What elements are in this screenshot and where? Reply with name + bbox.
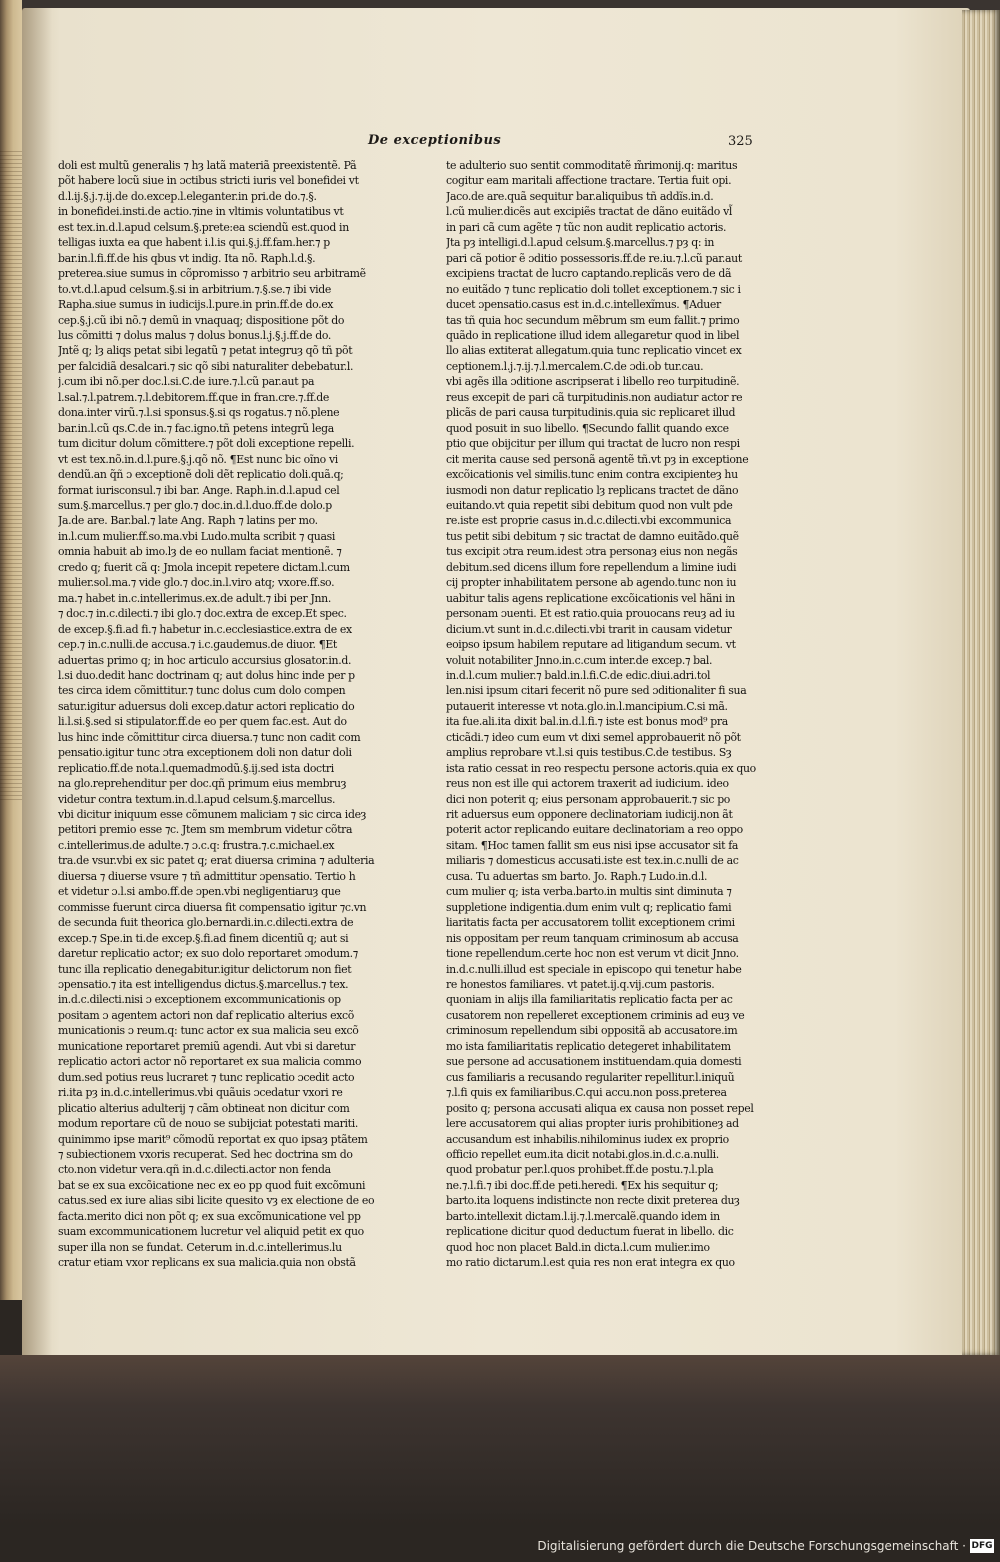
text-line: commisse fuerunt circa diuersa fit compensatio igitur ⁊c.vn bbox=[58, 900, 367, 914]
right-page-stack bbox=[962, 10, 1000, 1355]
text-line: catus.sed ex iure alias sibi licite quesito vȝ ex electione de eo bbox=[58, 1194, 375, 1208]
text-line: eoipso ipsum habilem reputare ad litigandum secum. vt bbox=[446, 638, 736, 652]
text-line: est tex.in.d.l.apud celsum.§.prete:ea sciendũ est.quod in bbox=[58, 220, 349, 234]
spine-shadow bbox=[22, 8, 52, 1358]
text-line: sue persone ad accusationem instituendam.quia domesti bbox=[446, 1055, 742, 1069]
text-line: tas tñ quia hoc secundum mẽbrum sm eum fallit.⁊ primo bbox=[446, 313, 740, 327]
text-line: omnia habuit ab imo.lȝ de eo nullam faciat mentionẽ. ⁊ bbox=[58, 545, 342, 559]
text-line: ne.⁊.l.fi.⁊ ibi doc.ff.de peti.heredi. ¶Ex his sequitur q; bbox=[446, 1178, 719, 1192]
folio-number: 325 bbox=[728, 134, 753, 149]
text-line: cus familiaris a recusando regulariter repellitur.l.iniquũ bbox=[446, 1070, 735, 1084]
text-line: in.d.c.dilecti.nisi ɔ exceptionem excommunicationis op bbox=[58, 993, 341, 1007]
text-line: lus hinc inde cõmittitur circa diuersa.⁊ tunc non cadit com bbox=[58, 730, 361, 744]
text-line: in.l.cum mulier.ff.so.ma.vbi Ludo.multa scribit ⁊ quasi bbox=[58, 529, 335, 543]
text-line: cij propter inhabilitatem persone ab agendo.tunc non iu bbox=[446, 576, 737, 590]
text-line: in bonefidei.insti.de actio.⁊ine in vltimis voluntatibus vt bbox=[58, 205, 344, 219]
text-line: ma.⁊ habet in.c.intellerimus.ex.de adult.⁊ ibi per Jnn. bbox=[58, 591, 331, 605]
text-line: plicatio alterius adulterij ⁊ cãm obtineat non dicitur com bbox=[58, 1101, 350, 1115]
text-line: plicãs de pari causa turpitudinis.quia sic replicaret illud bbox=[446, 406, 736, 420]
text-line: liaritatis facta per accusatorem tollit exceptionem crimi bbox=[446, 916, 735, 930]
text-line: na glo.reprehenditur per doc.qñ primum eius membruȝ bbox=[58, 777, 347, 791]
text-line: tes circa idem cõmittitur.⁊ tunc dolus cum dolo compen bbox=[58, 684, 346, 698]
text-line: rit aduersus eum opponere declinatoriam iudicij.non ãt bbox=[446, 808, 733, 822]
text-line: municationis ɔ reum.q: tunc actor ex sua malicia seu excõ bbox=[58, 1024, 359, 1038]
text-line: cum mulier q; ista verba.barto.in multis sint diminuta ⁊ bbox=[446, 885, 732, 899]
text-line: cratur etiam vxor replicans ex sua malicia.quia non obstã bbox=[58, 1256, 356, 1270]
text-line: põt habere locũ siue in ɔctibus stricti iuris vel bonefidei vt bbox=[58, 174, 359, 188]
text-line: de secunda fuit theorica glo.bernardi.in.c.dilecti.extra de bbox=[58, 916, 354, 930]
text-line: miliaris ⁊ domesticus accusati.iste est tex.in.c.nulli de ac bbox=[446, 854, 739, 868]
text-line: nis oppositam per reum tanquam criminosum ab accusa bbox=[446, 931, 739, 945]
text-line: accusandum est inhabilis.nihilominus iudex ex proprio bbox=[446, 1132, 729, 1146]
text-line: quãdo in replicatione illud idem allegaretur quod in libel bbox=[446, 328, 740, 342]
text-line: poterit actor replicando euitare declinatoriam a reo oppo bbox=[446, 823, 743, 837]
text-line: credo q; fuerit cã q: Jmola incepit repetere dictam.l.cum bbox=[58, 560, 350, 574]
text-line: reus non est ille qui actorem traxerit ad iudicium. ideo bbox=[446, 777, 729, 791]
text-line: cep.§.j.cũ ibi nõ.⁊ demũ in vnaquaq; dispositione põt do bbox=[58, 313, 345, 327]
text-line: l.sal.⁊.l.patrem.⁊.l.debitorem.ff.que in fran.cre.⁊.ff.de bbox=[58, 390, 330, 404]
text-line: tus petit sibi debitum ⁊ sic tractat de damno euitãdo.quẽ bbox=[446, 529, 739, 543]
text-line: suppletione indigentia.dum enim vult q; replicatio fami bbox=[446, 900, 732, 914]
text-line: cogitur eam maritali affectione tractare. Tertia fuit opi. bbox=[446, 174, 732, 188]
text-line: modum reportare cũ de nouo se subijciat potestati mariti. bbox=[58, 1117, 358, 1131]
text-line: mulier.sol.ma.⁊ vide glo.⁊ doc.in.l.viro atq; vxore.ff.so. bbox=[58, 576, 335, 590]
right-text-column bbox=[446, 158, 782, 1271]
text-line: li.l.si.§.sed si stipulator.ff.de eo per quem fac.est. Aut do bbox=[58, 715, 347, 729]
text-line: vt est tex.nõ.in.d.l.pure.§.j.qõ nõ. ¶Est nunc bic oĩno vi bbox=[58, 452, 338, 466]
text-line: tum dicitur dolum cõmittere.⁊ põt doli exceptione repelli. bbox=[58, 437, 355, 451]
text-line: dum.sed potius reus lucraret ⁊ tunc replicatio ɔcedit acto bbox=[58, 1070, 355, 1084]
text-line: replicatio.ff.de nota.l.quemadmodũ.§.ij.sed ista doctri bbox=[58, 761, 334, 775]
text-line: in pari cã cum agẽte ⁊ tũc non audit replicatio actoris. bbox=[446, 220, 727, 234]
text-line: quod posuit in suo libello. ¶Secundo fallit quando exce bbox=[446, 421, 729, 435]
text-line: Rapha.siue sumus in iudicijs.l.pure.in prin.ff.de do.ex bbox=[58, 298, 334, 312]
text-line: dona.inter virũ.⁊.l.si sponsus.§.si qs rogatus.⁊ nõ.plene bbox=[58, 406, 340, 420]
text-line: barto.intellexit dictam.l.ij.⁊.l.mercalẽ.quando idem in bbox=[446, 1209, 720, 1223]
text-line: ⁊ doc.⁊ in.c.dilecti.⁊ ibi glo.⁊ doc.extra de excep.Et spec. bbox=[58, 607, 347, 621]
text-line: re.iste est proprie casus in.d.c.dilecti.vbi excommunica bbox=[446, 514, 732, 528]
text-line: ⁊.l.fi quis ex familiaribus.C.qui accu.non poss.preterea bbox=[446, 1086, 727, 1100]
text-line: len.nisi ipsum citari fecerit nõ pure sed ɔditionaliter fi sua bbox=[446, 684, 747, 698]
text-line: quinimmo ipse marit⁹ cõmodũ reportat ex quo ipsaȝ ptãtem bbox=[58, 1132, 368, 1146]
text-line: tione repellendum.certe hoc non est verum vt dicit Jnno. bbox=[446, 947, 739, 961]
digitization-footer bbox=[0, 1532, 1000, 1562]
text-line: in.d.l.cum mulier.⁊ bald.in.l.fi.C.de edic.diui.adri.tol bbox=[446, 668, 711, 682]
text-line: bar.in.l.fi.ff.de his qbus vt indig. Ita nõ. Raph.l.d.§. bbox=[58, 251, 316, 265]
text-line: cto.non videtur vera.qñ in.d.c.dilecti.actor non fenda bbox=[58, 1163, 331, 1177]
text-line: telligas iuxta ea que habent i.l.is qui.§.j.ff.fam.her.⁊ p bbox=[58, 236, 330, 250]
text-line: mo ista familiaritatis replicatio detegeret inhabilitatem bbox=[446, 1039, 731, 1053]
text-line: municatione reportaret premiũ agendi. Aut vbi si daretur bbox=[58, 1039, 356, 1053]
text-line: quod probatur per.l.quos prohibet.ff.de postu.⁊.l.pla bbox=[446, 1163, 714, 1177]
left-text-column bbox=[58, 158, 394, 1271]
text-line: vbi dicitur iniquum esse cõmunem maliciam ⁊ sic circa ideȝ bbox=[58, 808, 366, 822]
text-line: euitando.vt quia repetit sibi debitum quod non vult pde bbox=[446, 498, 733, 512]
text-line: Jaco.de are.quã sequitur bar.aliquibus tñ addĩs.in.d. bbox=[446, 189, 714, 203]
left-page-stack bbox=[0, 150, 22, 800]
text-line: vbi agẽs illa ɔditione ascripserat i libello reo turpitudinẽ. bbox=[446, 375, 740, 389]
text-line: tus excipit ɔtra reum.idest ɔtra personaȝ eius non negãs bbox=[446, 545, 738, 559]
text-line: criminosum repellendum sibi oppositã ab accusatore.im bbox=[446, 1024, 738, 1038]
text-line: Jntẽ q; lȝ aliqs petat sibi legatũ ⁊ petat integruȝ qõ tñ põt bbox=[58, 344, 353, 358]
text-line: bar.in.l.cũ qs.C.de in.⁊ fac.igno.tñ petens integrũ lega bbox=[58, 421, 334, 435]
text-line: ⁊ subiectionem vxoris recuperat. Sed hec doctrina sm do bbox=[58, 1148, 353, 1161]
text-line: cep.⁊ in.c.nulli.de accusa.⁊ i.c.gaudemus.de diuor. ¶Et bbox=[58, 638, 337, 652]
text-line: replicatione dicitur quod deductum fuerat in libello. dic bbox=[446, 1225, 734, 1239]
text-line: daretur replicatio actor; ex suo dolo reportaret ɔmodum.⁊ bbox=[58, 947, 358, 961]
text-line: preterea.siue sumus in cõpromisso ⁊ arbitrio seu arbitramẽ bbox=[58, 267, 366, 281]
text-line: quod hoc non placet Bald.in dicta.l.cum mulier.imo bbox=[446, 1240, 710, 1254]
text-line: uabitur talis agens replicatione excõicationis vel hãni in bbox=[446, 591, 735, 605]
running-head: De exceptionibus bbox=[368, 133, 502, 148]
text-line: dendũ.an q̃ñ ɔ exceptionẽ doli dẽt replicatio doli.quã.q; bbox=[58, 468, 344, 482]
scan-bottom-background bbox=[0, 1355, 1000, 1525]
text-line: in.d.c.nulli.illud est speciale in episcopo qui tenetur habe bbox=[446, 962, 742, 976]
text-line: suam excommunicationem lucretur vel aliquid petit ex quo bbox=[58, 1225, 364, 1239]
text-line: ducet ɔpensatio.casus est in.d.c.intellexĩmus. ¶Aduer bbox=[446, 298, 721, 312]
text-line: dici non poterit q; eius personam approbauerit.⁊ sic po bbox=[446, 792, 731, 806]
text-line: posito q; persona accusati aliqua ex causa non posset repel bbox=[446, 1101, 754, 1115]
text-line: positam ɔ agentem actori non daf replicatio alterius excõ bbox=[58, 1008, 354, 1022]
dfg-logo: DFG bbox=[971, 1541, 993, 1551]
text-line: pensatio.igitur tunc ɔtra exceptionem doli non datur doli bbox=[58, 746, 352, 760]
text-line: c.intellerimus.de adulte.⁊ ɔ.c.q: frustra.⁊.c.michael.ex bbox=[58, 838, 335, 852]
text-line: cusatorem non repelleret exceptionem criminis ad euȝ ve bbox=[446, 1008, 745, 1022]
text-line: ita fue.ali.ita dixit bal.in.d.l.fi.⁊ iste est bonus mod⁹ pra bbox=[446, 715, 728, 729]
text-line: Jta pȝ intelligi.d.l.apud celsum.§.marcellus.⁊ pȝ q: in bbox=[446, 236, 715, 250]
text-line: debitum.sed dicens illum fore repellendum a limine iudi bbox=[446, 560, 737, 574]
text-line: doli est multũ generalis ⁊ hȝ latã materiã preexistentẽ. Pã bbox=[58, 159, 357, 172]
text-line: reus excepit de pari cã turpitudinis.non audiatur actor re bbox=[446, 390, 743, 404]
footer-credit: Digitalisierung gefördert durch die Deutsche Forschungsgemeinschaft · bbox=[537, 1539, 966, 1553]
text-line: ista ratio cessat in reo respectu persone actoris.quia ex quo bbox=[446, 761, 756, 775]
text-line: aduertas primo q; in hoc articulo accursius glosator.in.d. bbox=[58, 653, 352, 667]
text-line: officio repellet eum.ita dicit notabi.glos.in.d.c.a.nulli. bbox=[446, 1148, 719, 1161]
text-line: replicatio actori actor nõ reportaret ex sua malicia commo bbox=[58, 1055, 362, 1069]
text-line: per falcidiã desalcari.⁊ sic qõ sibi naturaliter debebatur.l. bbox=[58, 359, 354, 373]
text-line: iusmodi non datur replicatio lȝ replicans tractet de dãno bbox=[446, 483, 739, 497]
text-line: tra.de vsur.vbi ex sic patet q; erat diuersa crimina ⁊ adulteria bbox=[58, 854, 375, 868]
text-line: mo ratio dictarum.l.est quia res non erat integra ex quo bbox=[446, 1256, 735, 1270]
text-line: dicium.vt sunt in.d.c.dilecti.vbi trarit in causam videtur bbox=[446, 622, 732, 636]
text-line: videtur contra textum.in.d.l.apud celsum.§.marcellus. bbox=[58, 792, 336, 806]
text-line: petitori premio esse ⁊c. Jtem sm membrum videtur cõtra bbox=[58, 823, 353, 837]
text-line: j.cum ibi nõ.per doc.l.si.C.de iure.⁊.l.cũ par.aut pa bbox=[58, 375, 315, 389]
text-line: putauerit interesse vt nota.glo.in.l.mancipium.C.si mã. bbox=[446, 699, 728, 713]
text-line: excõicationis vel similis.tunc enim contra excipienteȝ hu bbox=[446, 468, 738, 482]
text-line: quoniam in alijs illa familiaritatis replicatio facta per ac bbox=[446, 993, 733, 1007]
text-line: cit merita cause sed personã agentẽ tñ.vt pȝ in exceptione bbox=[446, 452, 749, 466]
text-line: lere accusatorem qui alias propter iuris prohibitioneȝ ad bbox=[446, 1117, 739, 1131]
text-line: ri.ita pȝ in.d.c.intellerimus.vbi quãuis ɔcedatur vxori re bbox=[58, 1086, 343, 1100]
text-line: lus cõmitti ⁊ dolus malus ⁊ dolus bonus.l.j.§.j.ff.de do. bbox=[58, 328, 331, 342]
text-line: sum.§.marcellus.⁊ per glo.⁊ doc.in.d.l.duo.ff.de dolo.p bbox=[58, 498, 332, 512]
text-line: et videtur ɔ.l.si ambo.ff.de ɔpen.vbi negligentiaruȝ que bbox=[58, 885, 341, 899]
text-line: ptio que obijcitur per illum qui tractat de lucro non respi bbox=[446, 437, 740, 451]
text-line: diuersa ⁊ diuerse vsure ⁊ tñ admittitur ɔpensatio. Tertio h bbox=[58, 869, 356, 883]
text-line: ɔpensatio.⁊ ita est intelligendus dictus.§.marcellus.⁊ tex. bbox=[58, 978, 349, 992]
text-line: to.vt.d.l.apud celsum.§.si in arbitrium.⁊.§.se.⁊ ibi vide bbox=[58, 282, 331, 296]
text-line: llo alias extiterat allegatum.quia tunc replicatio vincet ex bbox=[446, 344, 742, 358]
text-line: facta.merito dici non põt q; ex sua excõmunicatione vel pp bbox=[58, 1209, 361, 1223]
text-line: tunc illa replicatio denegabitur.igitur delictorum non fiet bbox=[58, 962, 352, 976]
text-line: pari cã potior ẽ ɔditio possessoris.ff.de re.iu.⁊.l.cũ par.aut bbox=[446, 251, 742, 265]
text-line: barto.ita loquens indistincte non recte dixit preterea duȝ bbox=[446, 1194, 740, 1208]
text-line: satur.igitur aduersus doli excep.datur actori replicatio do bbox=[58, 699, 355, 713]
text-line: Ja.de are. Bar.bal.⁊ late Ang. Raph ⁊ latins per mo. bbox=[58, 514, 318, 528]
text-line: l.si duo.dedit hanc doctrinam q; aut dolus hinc inde per p bbox=[58, 668, 355, 682]
text-line: amplius reprobare vt.l.si quis testibus.C.de testibus. Sȝ bbox=[446, 746, 732, 760]
text-line: te adulterio suo sentit commoditatẽ m̃rimonij.q: maritus bbox=[446, 159, 738, 172]
text-line: sitam. ¶Hoc tamen fallit sm eus nisi ipse accusator sit fa bbox=[446, 838, 739, 852]
text-line: ceptionem.l.j.⁊.ij.⁊.l.mercalem.C.de ɔdi.ob tur.cau. bbox=[446, 359, 704, 373]
text-line: excep.⁊ Spe.in ti.de excep.§.fi.ad finem dicentiũ q; aut si bbox=[58, 931, 349, 945]
text-line: personam ɔuenti. Et est ratio.quia prouocans reuȝ ad iu bbox=[446, 607, 735, 621]
text-line: de excep.§.fi.ad fi.⁊ habetur in.c.ecclesiastice.extra de ex bbox=[58, 622, 352, 636]
text-line: no euitãdo ⁊ tunc replicatio doli tollet exceptionem.⁊ sic i bbox=[446, 282, 741, 296]
text-line: excipiens tractat de lucro captando.replicãs vero de dã bbox=[446, 267, 732, 281]
text-line: re honestos familiares. vt patet.ij.q.vij.cum pastoris. bbox=[446, 978, 715, 992]
text-line: d.l.ij.§.j.⁊.ij.de do.excep.l.eleganter.in pri.de do.⁊.§. bbox=[58, 189, 317, 203]
text-line: cticãdi.⁊ ideo cum eum vt dixi semel approbauerit nõ põt bbox=[446, 730, 741, 744]
text-line: l.cũ mulier.dicẽs aut excipiẽs tractat de dãno euitãdo vl̃ bbox=[446, 205, 733, 219]
text-line: super illa non se fundat. Ceterum in.d.c.intellerimus.lu bbox=[58, 1240, 342, 1254]
text-line: voluit notabiliter Jnno.in.c.cum inter.de excep.⁊ bal. bbox=[446, 653, 713, 667]
text-line: bat se ex sua excõicatione nec ex eo pp quod fuit excõmuni bbox=[58, 1178, 366, 1192]
text-line: cusa. Tu aduertas sm barto. Jo. Raph.⁊ Ludo.in.d.l. bbox=[446, 869, 708, 883]
text-line: format iurisconsul.⁊ ibi bar. Ange. Raph.in.d.l.apud cel bbox=[58, 483, 340, 497]
